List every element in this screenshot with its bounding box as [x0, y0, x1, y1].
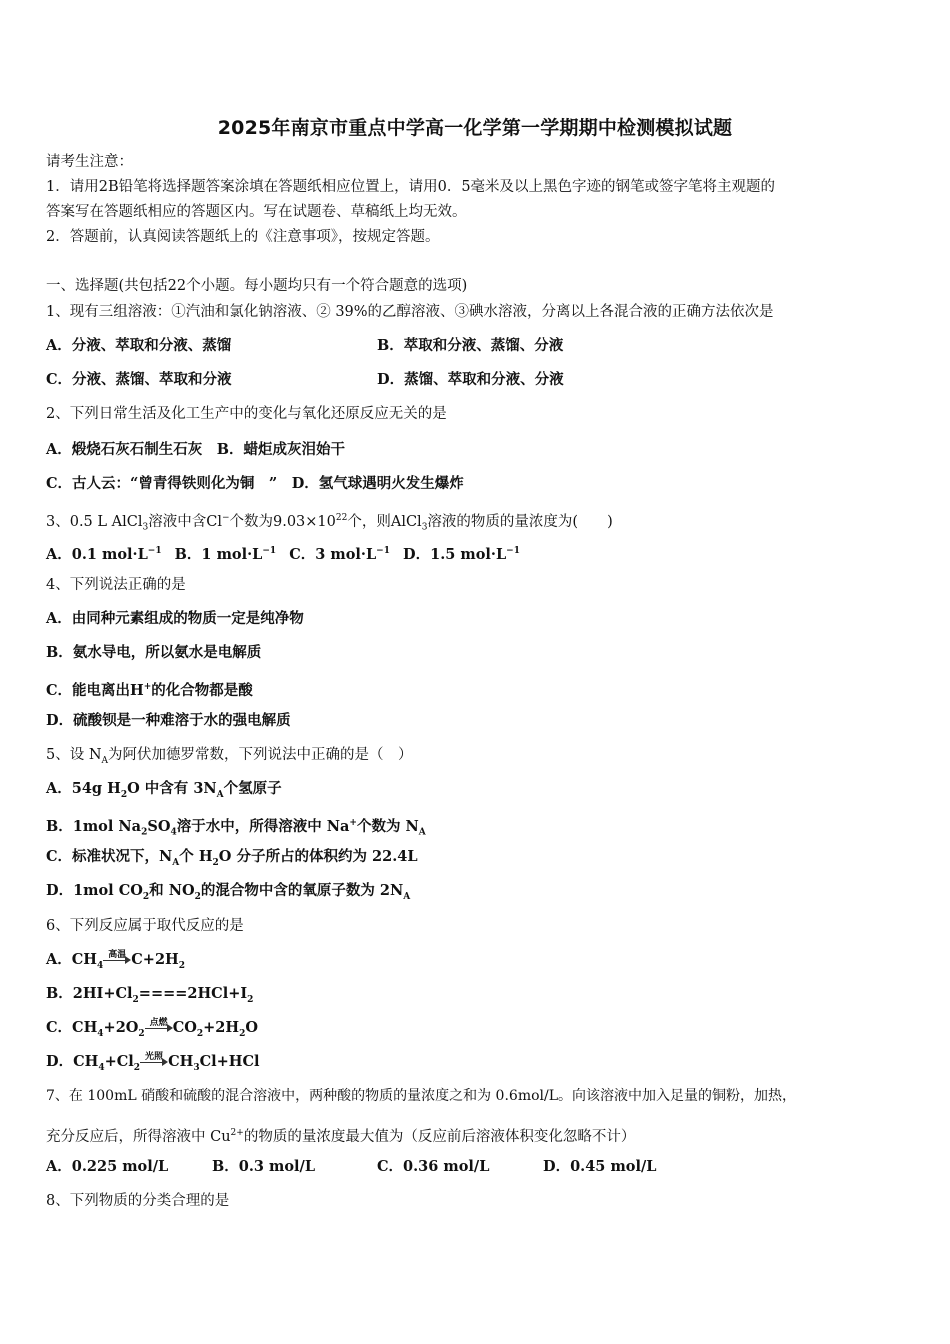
q7-option-a: A．0.225 mol/L [46, 1158, 169, 1175]
q1-option-b: B．萃取和分液、蒸馏、分液 [377, 337, 564, 354]
q3-options: A．0.1 $mol\cdot L^{-1}$ B．1 $mol\cdot L^{-1}$ C．3 $mol\cdot L^{-1}$ D．1.5 $mol\cdot L^{-1}$ [46, 545, 520, 563]
q6-option-a: A．$CH_4$ 高温 $C+2H_2$ [46, 950, 186, 971]
q5-option-c: C．标准状况下，$N_A$个 $H_2O$ 分子所占的体积约为 22.4L [46, 848, 418, 868]
q1-stem: 1、现有三组溶液：①汽油和氯化钠溶液、② 39%的乙醇溶液、③碘水溶液，分离以上各混合液的正确方法依次是 [46, 304, 774, 320]
q7-option-d: D．0.45 mol/L [543, 1158, 657, 1175]
q2-options-ab: A．煅烧石灰石制生石灰 B．蜡炬成灰泪始干 [46, 441, 346, 458]
notice-line-1b: 答案写在答题纸相应的答题区内。写在试题卷、草稿纸上均无效。 [46, 204, 467, 220]
page-title: 2025年南京市重点中学高一化学第一学期期中检测模拟试题 [217, 117, 733, 139]
q6-option-c: C．$CH_4+2O_2$ 点燃 $CO_2+2H_2O$ [46, 1018, 258, 1039]
q6-stem: 6、下列反应属于取代反应的是 [46, 918, 244, 934]
reaction-arrow-icon: 光照 [140, 1056, 168, 1068]
q1-option-d: D．蒸馏、萃取和分液、分液 [377, 371, 564, 388]
q7-stem-line-2: 充分反应后，所得溶液中 $Cu^{2+}$的物质的量浓度最大值为（反应前后溶液体积变化忽略不计） [46, 1128, 636, 1145]
reaction-arrow-icon: 点燃 [145, 1022, 173, 1034]
q4-option-b: B．氨水导电，所以氨水是电解质 [46, 644, 262, 661]
q1-option-c: C．分液、蒸馏、萃取和分液 [46, 371, 232, 388]
q1-option-a: A．分液、萃取和分液、蒸馏 [46, 337, 232, 354]
q7-option-b: B．0.3 mol/L [212, 1158, 316, 1175]
section-heading: 一、选择题(共包括22个小题。每小题均只有一个符合题意的选项) [46, 278, 468, 294]
q6-option-d: D．$CH_4+Cl_2$ 光照 $CH_3Cl+HCl$ [46, 1052, 260, 1073]
q2-options-cd: C．古人云：“曾青得铁则化为铜 ” D．氢气球遇明火发生爆炸 [46, 475, 464, 492]
q5-option-a: A．54g $H_2O$ 中含有 $3N_A$个氢原子 [46, 780, 282, 800]
q8-stem: 8、下列物质的分类合理的是 [46, 1193, 230, 1209]
q7-stem-line-1: 7、在 100mL 硝酸和硫酸的混合溶液中，两种酸的物质的量浓度之和为 0.6mol/L。向该溶液中加入足量的铜粉，加热， [46, 1088, 797, 1104]
reaction-arrow-icon: 高温 [103, 954, 131, 966]
q4-option-c: C．能电离出H+的化合物都是酸 [46, 681, 253, 699]
q4-option-d: D．硫酸钡是一种难溶于水的强电解质 [46, 712, 291, 729]
q5-stem: 5、设 $N_A$为阿伏加德罗常数，下列说法中正确的是（ ） [46, 747, 413, 766]
q5-option-d: D．1mol $CO_2$和 $NO_2$的混合物中含的氧原子数为 $2N_A$ [46, 882, 411, 902]
q6-option-b: B．$2HI+Cl_2====2HCl+I_2$ [46, 985, 254, 1005]
q4-option-a: A．由同种元素组成的物质一定是纯净物 [46, 610, 304, 627]
q2-stem: 2、下列日常生活及化工生产中的变化与氧化还原反应无关的是 [46, 406, 447, 422]
q4-stem: 4、下列说法正确的是 [46, 577, 186, 593]
notice-line-2: 2．答题前，认真阅读答题纸上的《注意事项》，按规定答题。 [46, 229, 440, 245]
notice-heading: 请考生注意： [46, 154, 133, 170]
q7-option-c: C．0.36 mol/L [377, 1158, 490, 1175]
notice-line-1a: 1．请用2B铅笔将选择题答案涂填在答题纸相应位置上，请用0．5毫米及以上黑色字迹的钢笔或签字笔将主观题的 [46, 179, 776, 195]
q3-stem: 3、0.5 L AlCl$_3$溶液中含Cl−个数为$9.03\times 10^{22}$个，则AlCl$_3$溶液的物质的量浓度为( ) [46, 513, 613, 533]
q5-option-b: B．1mol $Na_2SO_4$溶于水中，所得溶液中 Na+个数为 $N_A$ [46, 817, 426, 838]
